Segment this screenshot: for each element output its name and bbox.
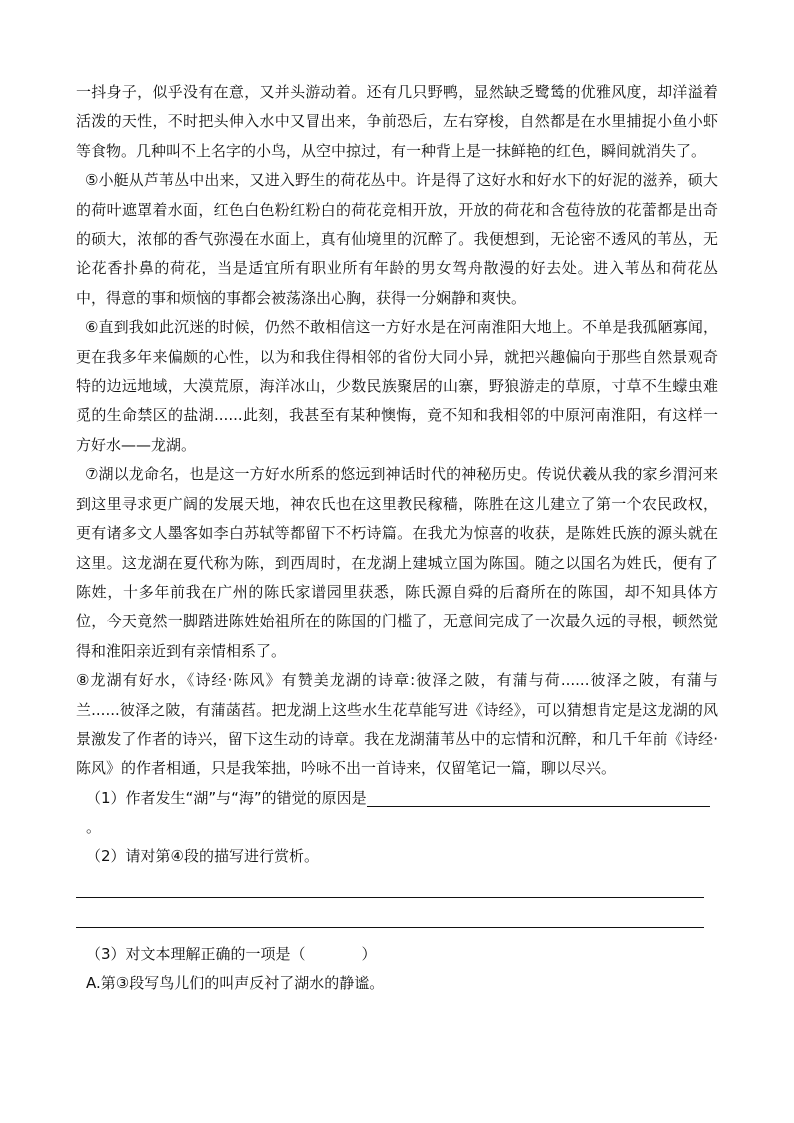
question-1 (76, 784, 718, 842)
paragraph-7: ⑦湖以龙命名，也是这一方好水所系的悠远到神话时代的神秘历史。传说伏羲从我的家乡渭河来到这里寻求更广阔的发展天地，神农氏也在这里教民稼穑，陈胜在这儿建立了第一个农民政权，更有诸多文人墨客如李白苏轼等都留下不朽诗篇。在我尤为惊喜的收获，是陈姓氏族的源头就在这里。这龙湖在夏代称为陈，到西周时，在龙湖上建城立国为陈国。随之以国名为姓氏，便有了陈姓，十多年前我在广州的陈氏家谱园里获悉，陈氏源自舜的后裔所在的陈国，却不知具体方位，今天竟然一脚踏进陈姓始祖所在的陈国的门槛了，无意间完成了一次最久远的寻根，顿然觉得和淮阳亲近到有亲情相系了。 (76, 465, 718, 660)
document-page (76, 78, 718, 998)
question-1-answer-blank[interactable] (367, 788, 710, 807)
paragraph-8: ⑧龙湖有好水，《诗经·陈风》有赞美龙湖的诗章:彼泽之陂，有蒲与荷......彼泽之陂，有蒲与兰......彼泽之陂，有蒲菡萏。把龙湖上这些水生花草能写进《诗经》，可以猜想肯定是这龙湖的风景激发了作者的诗兴，留下这生动的诗章。我在龙湖蒲苇丛中的忘情和沉醉，和几千年前《诗经·陈风》的作者相通，只是我笨拙，吟咏不出一首诗来，仅留笔记一篇，聊以尽兴。 (76, 671, 718, 778)
paragraph-6: ⑥直到我如此沉迷的时候，仍然不敢相信这一方好水是在河南淮阳大地上。不单是我孤陋寡闻，更在我多年来偏颇的心性，以为和我住得相邻的省份大同小异，就把兴趣偏向于那些自然景观奇特的边远地域，大漠荒原，海洋冰山，少数民族聚居的山寨，野狼游走的草原，寸草不生蠓虫难觅的生命禁区的盐湖......此刻，我甚至有某种懊悔，竟不知和我相邻的中原河南淮阳，有这样一方好水——龙湖。 (76, 318, 718, 454)
question-2-answer-line-1[interactable] (76, 897, 704, 898)
question-1-end: 。 (86, 817, 102, 836)
question-3-text: （3）对文本理解正确的一项是（ (86, 944, 306, 963)
question-3-close-paren: ） (361, 944, 377, 963)
question-1-text: （1）作者发生“湖”与“海”的错觉的原因是 (86, 788, 367, 807)
paragraph-4-continued: 一抖身子，似乎没有在意，又并头游动着。还有几只野鸭，显然缺乏鹭鸶的优雅风度，却洋溢着活泼的天性，不时把头伸入水中又冒出来，争前恐后，左右穿梭，自然都是在水里捕捉小鱼小虾等食物。几种叫不上名字的小鸟，从空中掠过，有一种背上是一抹鲜艳的红色，瞬间就消失了。 (76, 83, 718, 160)
question-2: （2）请对第④段的描写进行赏析。 (86, 846, 319, 865)
question-3 (76, 940, 718, 969)
question-2-answer-line-2[interactable] (76, 927, 704, 928)
paragraph-5: ⑤小艇从芦苇丛中出来，又进入野生的荷花丛中。许是得了这好水和好水下的好泥的滋养，硕大的荷叶遮罩着水面，红色白色粉红粉白的荷花竞相开放，开放的荷花和含苞待放的花蕾都是出奇的硕大，浓郁的香气弥漫在水面上，真有仙境里的沉醉了。我便想到，无论密不透风的苇丛，无论花香扑鼻的荷花，当是适宜所有职业所有年龄的男女驾舟散漫的好去处。进入苇丛和荷花丛中，得意的事和烦恼的事都会被荡涤出心胸，获得一分娴静和爽快。 (76, 171, 718, 307)
question-3-option-a: A.第③段写鸟儿们的叫声反衬了湖水的静谧。 (86, 973, 385, 992)
